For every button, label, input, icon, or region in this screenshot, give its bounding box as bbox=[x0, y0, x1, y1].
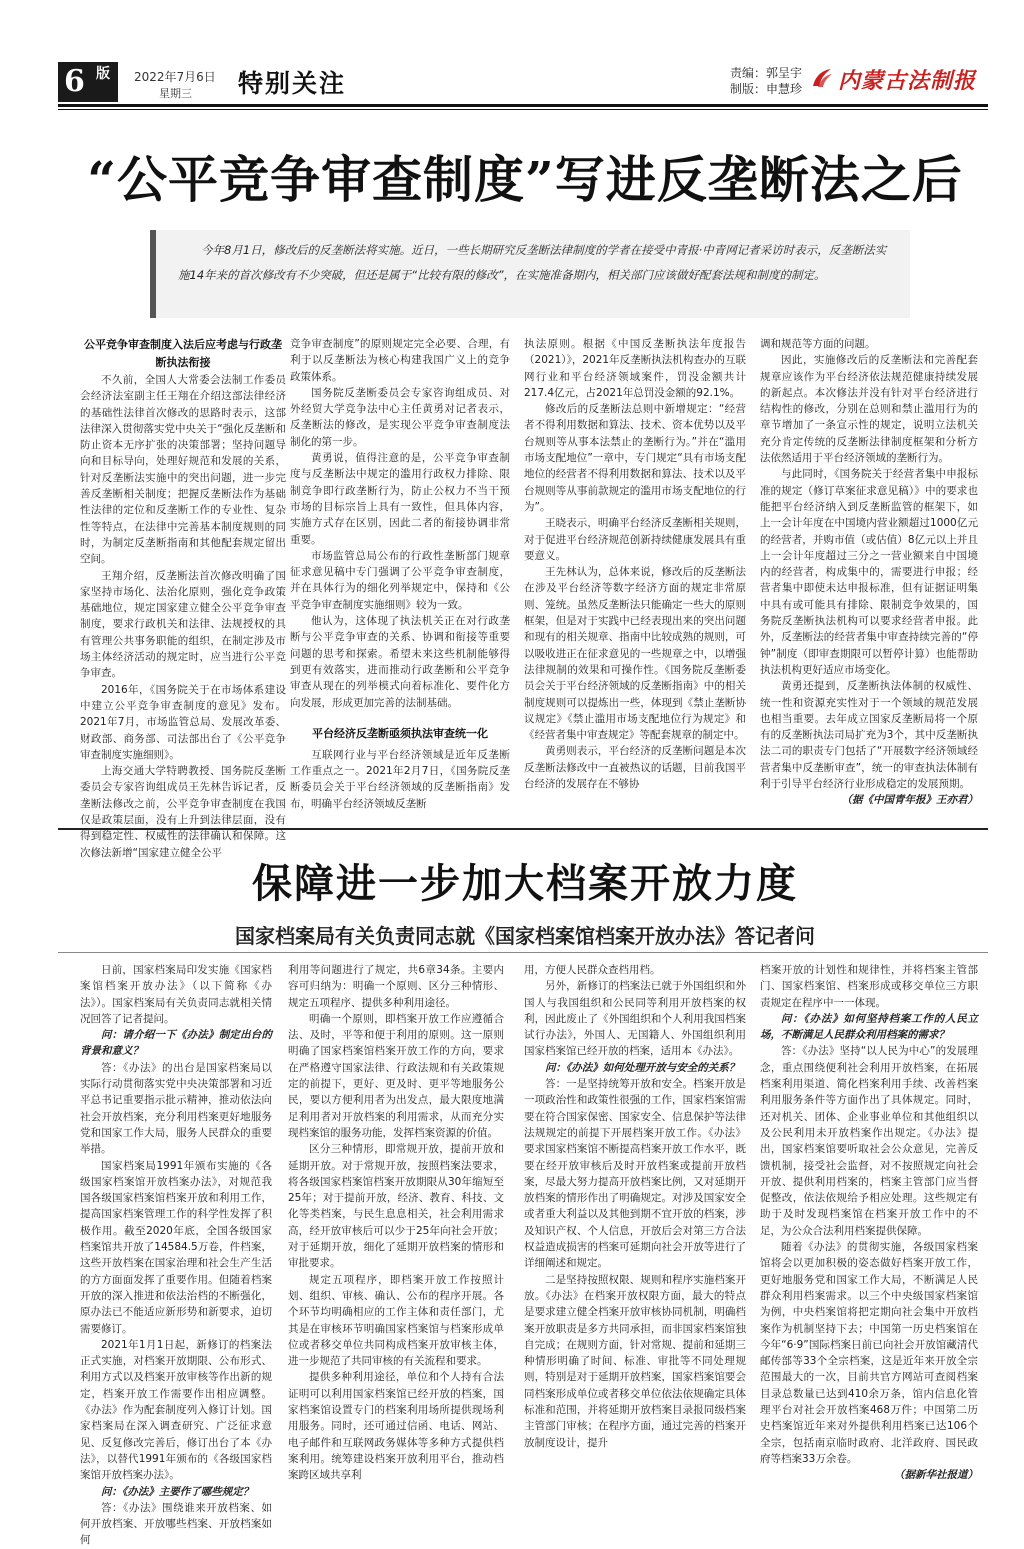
question: 问：《办法》如何坚持档案工作的人民立场，不断满足人民群众利用档案的需求？ bbox=[760, 1012, 978, 1042]
paragraph: 王翔介绍，反垄断法首次修改明确了国家坚持市场化、法治化原则，强化竞争政策基础地位，规定国家建立健全公平竞争审查制度，要求行政机关和法律、法规授权的具有管理公共事务职能的组织，在制定涉及市场主体经济活动的规定时，应当进行公平竞争审查。 bbox=[80, 569, 286, 680]
page-number: 6 bbox=[64, 64, 85, 99]
paragraph: 明确一个原则，即档案开放工作应遵循合法、及时，平等和便于利用的原则。这一原则明确了国家档案馆档案开放工作的方向，要求在严格遵守国家法律、行政法规和有关政策规定的前提下，更好、更及时、更平等地服务公民，要以方便利用者为出发点，最大限度地满足利用者对开放档案的利用需求，从而充分实现档案馆的服务功能，发挥档案资源的价值。 bbox=[288, 1012, 504, 1139]
paragraph: 日前，国家档案局印发实施《国家档案馆档案开放办法》（以下简称《办法》）。国家档案局有关负责同志就相关情况回答了记者提问。 bbox=[80, 964, 272, 1025]
layout-editor-line: 制版：申慧珍 bbox=[730, 82, 803, 96]
question: 问：《办法》如何处理开放与安全的关系？ bbox=[545, 1061, 740, 1074]
paragraph: 2016年，《国务院关于在市场体系建设中建立公平竞争审查制度的意见》发布。2021年7月，市场监管总局、发展改革委、财政部、商务部、司法部出台了《公平竞争审查制度实施细则》。 bbox=[80, 683, 286, 761]
newspaper-name: 内蒙古法制报 bbox=[838, 68, 977, 94]
issue-date: 2022年7月6日 bbox=[134, 70, 216, 84]
paragraph: 国家档案局1991年颁布实施的《各级国家档案馆开放档案办法》，对规范我国各级国家档案馆档案开放和利用工作，提高国家档案管理工作的科学性发挥了积极作用。截至2020年底，全国各级国家档案馆共开放了14584.5万卷，件档案，这些开放档案在国家治理和社会生产生活的方方面面发挥了重要作用。但随着档案开放的深入推进和依法治档的不断强化，原办法已不能适应新形势和新要求，迫切需要修订。 bbox=[80, 1159, 272, 1335]
paragraph: 黄勇还提到，反垄断执法体制的权威性、统一性和资源充实性对于一个领域的规范发展也相当重要。去年成立国家反垄断局将一个原有的反垄断执法司局扩充为3个，其中反垄断执法二司的职责专门包括了“开展数字经济领域经营者集中反垄断审查”，统一的审查执法体制有利于引导平台经济行业形成稳定的发展预期。 bbox=[760, 680, 978, 791]
paragraph: 上海交通大学特聘教授、国务院反垄断委员会专家咨询组成员王先林告诉记者，反垄断法修改之前，公平竞争审查制度在我国仅是政策层面，没有上升到法律层面，没有得到稳定性、权威性的法律确认和保障。这次修法新增“国家建立健全公平 bbox=[80, 765, 286, 859]
editor-credits bbox=[730, 65, 802, 97]
newspaper-logo bbox=[810, 62, 990, 96]
header-rule bbox=[58, 104, 988, 107]
logo-emblem-icon bbox=[810, 66, 834, 90]
paragraph: 二是坚持按照权限、规则和程序实施档案开放。《办法》在档案开放权限方面，最大的特点是要求建立健全档案开放审核协同机制，明确档案开放职责是多方共同承担，而非国家档案馆独自完成；在规则方面，针对常规、提前和延期三种情形明确了时间、标准、审批等不同处理规则，特别是对于延期开放档案，国家档案馆要会同档案形成单位或者移交单位依法依规确定具体标准和范围，并将延期开放档案目录报同级档案主管部门审核；在程序方面，通过完善的档案开放制度设计，提升 bbox=[524, 1273, 746, 1449]
article2-title: 保障进一步加大档案开放力度 bbox=[252, 860, 798, 907]
paragraph: 市场监管总局公布的行政性垄断部门规章征求意见稿中专门强调了公平竞争审查制度，并在具体行为的细化列举规定中，保持和《公平竞争审查制度实施细则》较为一致。 bbox=[290, 549, 510, 611]
page-suffix: 版 bbox=[96, 66, 110, 82]
article2-column-2 bbox=[288, 962, 504, 1482]
article2-credit: （据新华社报道） bbox=[894, 1469, 978, 1482]
question: 问：《办法》主要作了哪些规定？ bbox=[101, 1485, 254, 1498]
paragraph: 随着《办法》的贯彻实施，各级国家档案馆将会以更加积极的姿态做好档案开放工作，更好地服务党和国家工作大局，不断满足人民群众利用档案需求。以三个中央级国家档案馆为例，中央档案馆将把定期向社会集中开放档案作为机制坚持下去；中国第一历史档案馆在今年“6·9”国际档案日前已向社会开放馆藏清代邮传部等33个全宗档案，这是近年来开放全宗范围最大的一次，目前共官方网站可查阅档案目录总数量已达到410余万条，馆内信息化管理平台对社会开放档案468万件；中国第二历史档案馆近年来对外提供利用档案已达106个全宗，包括南京临时政府、北洋政府、国民政府等档案33万余卷。 bbox=[760, 1241, 978, 1465]
paragraph: 2021年1月1日起，新修订的档案法正式实施，对档案开放期限、公布形式、利用方式以及档案开放审核等作出新的规定，档案开放工作需要作出相应调整。《办法》作为配套制度列入修订计划。国家档案局在深入调查研究、广泛征求意见、反复修改完善后，修订出台了本《办法》，以替代1991年颁布的《各级国家档案馆开放档案办法》。 bbox=[80, 1338, 272, 1482]
paragraph: 另外，新修订的档案法已就于外国组织和外国人与我国组织和公民同等利用开放档案的权利，因此废止了《外国组织和个人利用我国档案试行办法》，外国人、无国籍人、外国组织利用国家档案馆已经开放的档案，适用本《办法》。 bbox=[524, 980, 746, 1058]
paragraph: 黄勇则表示，平台经济的反垄断问题是本次反垄断法修改中一直被热议的话题，目前我国平台经济的发展存在不够协 bbox=[524, 745, 746, 791]
paragraph: 用，方便人民群众查档用档。 bbox=[524, 964, 661, 976]
paragraph: 互联网行业与平台经济领域是近年反垄断工作重点之一。2021年2月7日，《国务院反垄断委员会关于平台经济领域的反垄断指南》发布，明确平台经济领域反垄断 bbox=[290, 748, 510, 810]
paragraph: 档案开放的计划性和规律性，并将档案主管部门、国家档案馆、档案形成或移交单位三方职责规定在程序中一一体现。 bbox=[760, 964, 978, 1009]
paragraph: 修改后的反垄断法总则中新增规定：“经营者不得利用数据和算法、技术、资本优势以及平台规则等从事本法禁止的垄断行为。”并在“滥用市场支配地位”一章中，专门规定“具有市场支配地位的经营者不得利用数据和算法、技术以及平台规则等从事前款规定的滥用市场支配地位的行为”。 bbox=[524, 403, 746, 513]
paragraph: 答：《办法》围绕谁来开放档案、如何开放档案、开放哪些档案、开放档案如何 bbox=[80, 1501, 272, 1547]
article2-rule bbox=[58, 952, 988, 953]
article1-lead-box bbox=[150, 230, 910, 318]
article1-column-3 bbox=[524, 336, 746, 806]
header-rule-thin bbox=[58, 109, 988, 110]
paragraph: 他认为，这体现了执法机关正在对行政垄断与公平竞争审查的关系、协调和衔接等重要问题的思考和探索。希望未来这些机制能够得到更有效落实，进而推动行政垄断和公平竞争审查从现在的列举模式向着标准化、要件化方向发展，形成更加完善的法制基础。 bbox=[290, 615, 510, 709]
issue-weekday: 星期三 bbox=[159, 87, 192, 100]
article1-subhead-2: 平台经济反垄断亟须执法审查统一化 bbox=[312, 726, 488, 740]
paragraph: 国务院反垄断委员会专家咨询组成员、对外经贸大学竞争法中心主任黄勇对记者表示，反垄断法的修改，是实现公平竞争审查制度法制化的第一步。 bbox=[290, 386, 510, 448]
paragraph: 答：《办法》的出台是国家档案局以实际行动贯彻落实党中央决策部署和习近平总书记重要指示批示精神，推动依法向社会开放档案，充分利用档案更好地服务党和国家工作大局，服务人民群众的重要举措。 bbox=[80, 1061, 272, 1156]
paragraph: 王晓表示，明确平台经济反垄断相关规则，对于促进平台经济规范创新持续健康发展具有重要意义。 bbox=[524, 517, 746, 562]
paragraph: 答：一是坚持统筹开放和安全。档案开放是一项政治性和政策性很强的工作，国家档案馆需要在符合国家保密、国家安全、信息保护等法律法规规定的前提下开展档案开放工作。《办法》要求国家档案馆不断提高档案开放工作水平，既要在经开放审核后及时开放档案或提前开放档案，尽最大努力提高开放档案比例，又对延期开放档案的情形作出了明确规定。对涉及国家安全或者重大利益以及其他到期不宜开放的档案，涉及知识产权、个人信息，开放后会对第三方合法权益造成损害的档案可延期向社会开放等进行了详细阐述和规定。 bbox=[524, 1078, 746, 1270]
paragraph: 执法原则。根据《中国反垄断执法年度报告（2021）》，2021年反垄断执法机构查办的互联网行业和平台经济领域案件，罚没金额共计217.4亿元，占2021年总罚没金额的92.1%。 bbox=[524, 338, 746, 399]
paragraph: 规定五项程序，即档案开放工作按照计划、组织、审核、确认、公布的程序开展。各个环节均明确相应的工作主体和责任部门，尤其是在审核环节明确国家档案馆与档案形成单位或者移交单位共同构成档案开放审核主体，进一步规范了共同审核的有关流程和要求。 bbox=[288, 1273, 504, 1368]
paragraph: 答：《办法》坚持“以人民为中心”的发展理念，重点围绕便利社会利用开放档案，在拓展档案利用渠道、简化档案利用手续、改善档案利用服务条件等方面作出了具体规定。同时，还对机关、团体、企业事业单位和其他组织以及公民利用未开放档案作出规定。《办法》提出，国家档案馆要听取社会公众意见，完善反馈机制，接受社会监督，对不按照规定向社会开放、提供利用档案的，档案主管部门应当督促整改，依法依规给予相应处理。这些规定有助于及时发现档案馆在档案开放工作中的不足，为公众合法利用档案提供保障。 bbox=[760, 1045, 978, 1237]
article1-title: “公平竞争审查制度”写进反垄断法之后 bbox=[87, 150, 963, 209]
page-number-box bbox=[58, 62, 118, 102]
page-header bbox=[58, 62, 988, 102]
editor-line: 责编：郭呈宇 bbox=[730, 66, 803, 80]
paragraph: 竞争审查制度”的原则规定完全必要、合理，有利于以反垄断法为核心构建我国广义上的竞争政策体系。 bbox=[290, 338, 510, 383]
article2-column-3 bbox=[524, 962, 746, 1472]
paragraph: 不久前，全国人大常委会法制工作委员会经济法室副主任王翔在介绍这部法律经济的基础性法律首次修改的思路时表示，这部法律深入贯彻落实党中央关于“强化反垄断和防止资本无序扩张的决策部署；坚持问题导向和目标导向，处理好规范和发展的关系，针对反垄断法实施中的突出问题，进一步完善反垄断相关制度；把握反垄断法作为基础性法律的定位和反垄断工作的专业性、复杂性等特点，在法律中完善基本制度规则的同时，为制定反垄断指南和其他配套规定留出空间。 bbox=[80, 374, 286, 566]
paragraph: 区分三种情形，即常规开放，提前开放和延期开放。对于常规开放，按照档案法要求，将各级国家档案馆档案开放期限从30年缩短至25年；对于提前开放，经济、教育、科技、文化等类档案，与民生息息相关，社会利用需求高，经开放审核后可以少于25年向社会开放；对于延期开放，细化了延期开放档案的情形和审批要求。 bbox=[288, 1143, 504, 1270]
paragraph: 调和规范等方面的问题。 bbox=[760, 338, 876, 350]
paragraph: 因此，实施修改后的反垄断法和完善配套规章应该作为平台经济依法规范健康持续发展的新起点。本次修法并没有针对平台经济进行结构性的修改，分别在总则和禁止滥用行为的章节增加了一条宣示性的规定，说明立法机关充分肯定传统的反垄断法律制度框架和分析方法依然适用于平台经济领域的垄断行为。 bbox=[760, 354, 978, 465]
article2-column-4 bbox=[760, 962, 978, 1482]
article1-credit: （据《中国青年报》王亦君） bbox=[841, 794, 978, 807]
article1-lead: 今年8月1日，修改后的反垄断法将实施。近日，一些长期研究反垄断法律制度的学者在接受中青报·中青网记者采访时表示，反垄断法实施14年来的首次修改有不少突破，但还是属于“比较有限的修改”，在实施准备期内，相关部门应该做好配套法规和制度的制定。 bbox=[178, 243, 887, 282]
article2-column-1 bbox=[80, 962, 272, 1547]
article-divider bbox=[58, 828, 988, 830]
question: 问：请介绍一下《办法》制定出台的背景和意义？ bbox=[80, 1029, 272, 1058]
article1-column-4 bbox=[760, 336, 978, 816]
paragraph: 王先林认为，总体来说，修改后的反垄断法在涉及平台经济等数字经济方面的规定非常原则、笼统。虽然反垄断法只能确定一些大的原则框架，但是对于实践中已经表现出来的突出问题和现有的相关规章、指南中比较成熟的规则，可以吸收进正在征求意见的一些规章之中，以增强法律规制的效果和可操作性。《国务院反垄断委员会关于平台经济领域的反垄断指南》中的相关制度规则可以提炼出一些，体现到《禁止垄断协议规定》《禁止滥用市场支配地位行为规定》和《经营者集中审查规定》等配套规章的制定中。 bbox=[524, 566, 746, 742]
paragraph: 与此同时，《国务院关于经营者集中申报标准的规定（修订草案征求意见稿）》中的要求也能把平台经济纳入到反垄断监管的框架下，如上一会计年度在中国境内营业额超过1000亿元的经营者，并购市值（或估值）8亿元以上并且上一会计年度超过三分之一营业额来自中国境内的经营者，构成集中的，需要进行申报；经营者集中即使未达申报标准，但有证据证明集中具有或可能具有排除、限制竞争效果的，国务院反垄断执法机构可以要求经营者申报。此外，反垄断法的经营者集中审查持续完善的“停钟”制度（即审查期限可以暂停计算）也能帮助执法机构更好适应市场变化。 bbox=[760, 468, 978, 676]
article1-column-1 bbox=[80, 336, 286, 859]
article1-subhead-1: 公平竞争审查制度入法后应考虑与行政垄断执法衔接 bbox=[84, 338, 282, 369]
paragraph: 利用等问题进行了规定，共6章34条。主要内容可归纳为：明确一个原则、区分三种情形、规定五项程序、提供多种利用途径。 bbox=[288, 964, 504, 1009]
article2-subtitle: 国家档案局有关负责同志就《国家档案馆档案开放办法》答记者问 bbox=[235, 924, 815, 948]
section-title: 特别关注 bbox=[238, 69, 347, 98]
paragraph: 提供多种利用途径，单位和个人持有合法证明可以利用国家档案馆已经开放的档案，国家档案馆设置专门的档案利用场所提供现场利用服务。同时，还可通过信函、电话、网站、电子邮件和互联网政务媒体等多种方式提供档案利用。统筹建设档案开放利用平台，推动档案跨区域共享利 bbox=[288, 1371, 504, 1482]
paragraph: 黄勇说，值得注意的是，公平竞争审查制度与反垄断法中规定的滥用行政权力排除、限制竞争即行政垄断行为，防止公权力不当干预市场的目标宗旨上具有一致性，但具体内容，实施方式存在区别，因此二者的衔接协调非常重要。 bbox=[290, 452, 510, 546]
article1-column-2 bbox=[290, 336, 510, 810]
